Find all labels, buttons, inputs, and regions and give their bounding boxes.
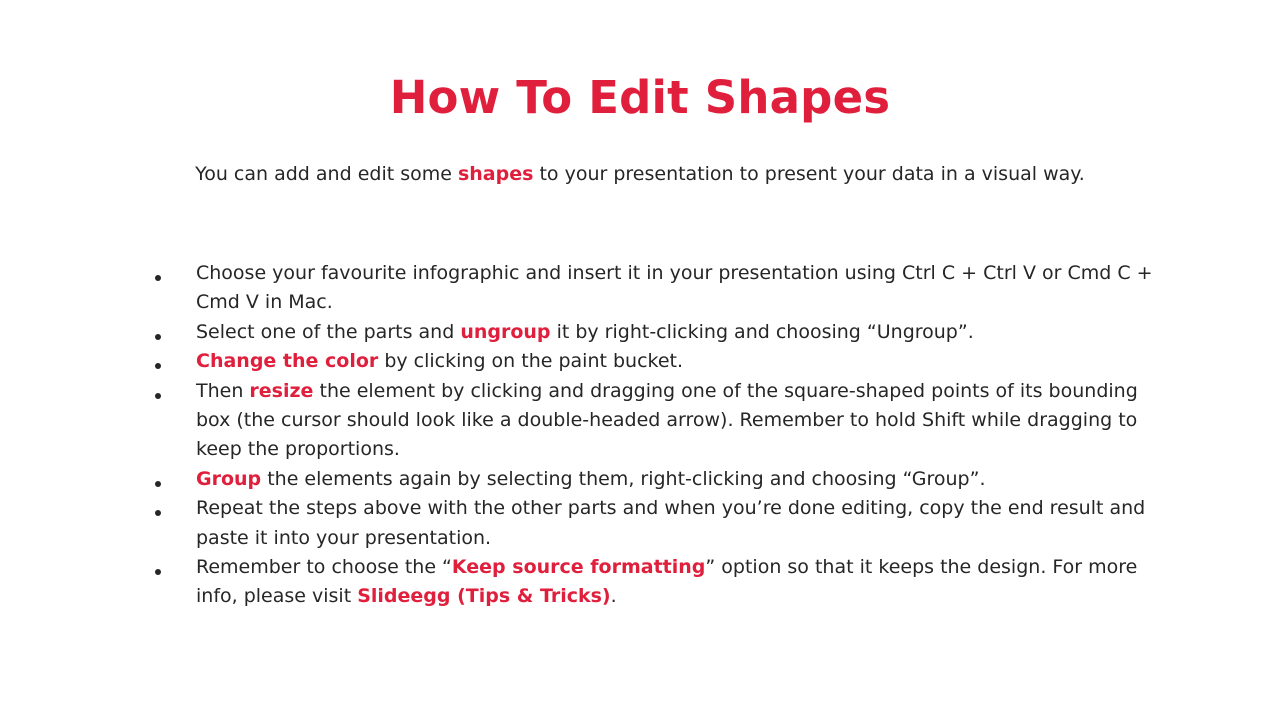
bullet-highlight: Group bbox=[196, 467, 262, 490]
bullet-highlight: resize bbox=[249, 379, 314, 402]
bullet-text: Select one of the parts and bbox=[196, 320, 461, 343]
slide-title: How To Edit Shapes bbox=[389, 71, 891, 124]
list-item bbox=[148, 553, 1158, 612]
list-item bbox=[148, 259, 1158, 318]
subtitle-text-after: to your presentation to present your data in a visual way. bbox=[533, 163, 1085, 185]
list-item bbox=[148, 494, 1158, 553]
subtitle-text-before: You can add and edit some bbox=[195, 163, 458, 185]
bullet-text: the elements again by selecting them, right-clicking and choosing “Group”. bbox=[261, 467, 986, 490]
bullet-text: Choose your favourite infographic and insert it in your presentation using Ctrl C + Ctrl V or Cmd C + Cmd V in Mac. bbox=[196, 262, 1153, 314]
list-item bbox=[148, 465, 1158, 494]
bullet-text: by clicking on the paint bucket. bbox=[378, 350, 684, 373]
bullet-dot-icon bbox=[155, 393, 161, 399]
slide-subtitle bbox=[0, 160, 1280, 188]
bullet-dot-icon bbox=[155, 275, 161, 281]
bullet-text: . bbox=[610, 585, 617, 608]
bullet-text: the element by clicking and dragging one of the square-shaped points of its bounding box (the cursor should look like a double-headed arrow). Remember to hold Shift while dragging to keep the proportions. bbox=[196, 379, 1138, 461]
bullet-text: Repeat the steps above with the other parts and when you’re done editing, copy the end result and paste it into your presentation. bbox=[196, 497, 1146, 549]
bullet-highlight: Keep source formatting bbox=[451, 556, 706, 579]
bullet-dot-icon bbox=[155, 510, 161, 516]
list-item bbox=[148, 318, 1158, 347]
bullet-text: Then bbox=[196, 379, 250, 402]
instruction-list bbox=[148, 259, 1158, 612]
bullet-dot-icon bbox=[155, 334, 161, 340]
list-item bbox=[148, 377, 1158, 465]
bullet-text: it by right-clicking and choosing “Ungroup”. bbox=[550, 320, 974, 343]
bullet-highlight: ungroup bbox=[460, 320, 551, 343]
bullet-dot-icon bbox=[155, 569, 161, 575]
bullet-dot-icon bbox=[155, 481, 161, 487]
list-item bbox=[148, 347, 1158, 376]
bullet-highlight: Change the color bbox=[196, 350, 379, 373]
bullet-dot-icon bbox=[155, 363, 161, 369]
bullet-text: ” option so that it keeps the design. For more info, please visit bbox=[196, 556, 1138, 608]
bullet-text: Remember to choose the “ bbox=[196, 556, 452, 579]
subtitle-highlight: shapes bbox=[457, 163, 534, 185]
slideegg-link[interactable]: Slideegg (Tips & Tricks) bbox=[357, 585, 611, 608]
